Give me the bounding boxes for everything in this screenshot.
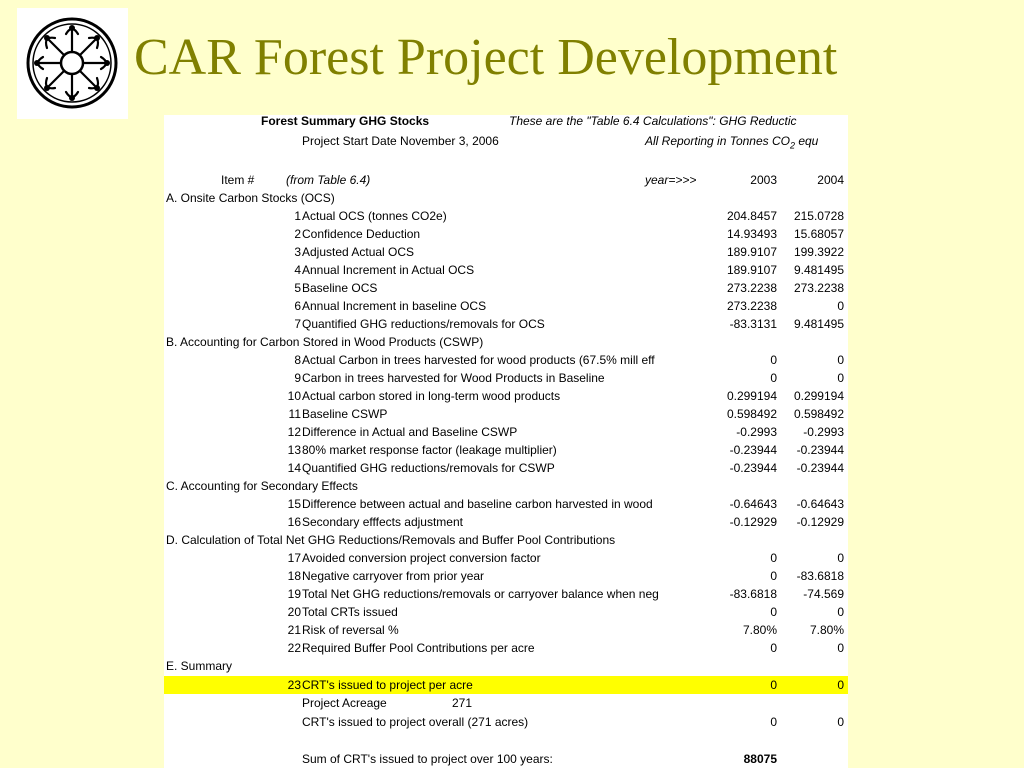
start-date-row (164, 132, 848, 150)
table-row: 9 Carbon in trees harvested for Wood Products in Baseline 0 0 (294, 371, 844, 385)
table-row: 19 Total Net GHG reductions/removals or carryover balance when neg -83.6818 -74.569 (287, 587, 844, 601)
section-d-header: D. Calculation of Total Net GHG Reductions/Removals and Buffer Pool Contributions (166, 533, 616, 547)
table-row: 15 Difference between actual and baseline carbon harvested in wood -0.64643 -0.64643 (287, 497, 844, 511)
table-row: 22 Required Buffer Pool Contributions per acre 0 0 (287, 641, 844, 655)
table-row: 17 Avoided conversion project conversion factor 0 0 (287, 551, 844, 565)
item-number-header: Item # (221, 173, 255, 187)
section-e-header: E. Summary (166, 659, 233, 673)
table-row: 21 Risk of reversal % 7.80% 7.80% (287, 623, 844, 637)
highlighted-summary-row: 23 CRT's issued to project per acre 0 0 (164, 676, 848, 694)
section-b-header: B. Accounting for Carbon Stored in Wood Products (CSWP) (166, 335, 484, 349)
table-row: 7 Quantified GHG reductions/removals for OCS -83.3131 9.481495 (294, 317, 844, 331)
sum-value: 88075 (743, 752, 777, 766)
calc-note: These are the "Table 6.4 Calculations": GHG Reductic (509, 115, 797, 128)
table-row: 16 Secondary efffects adjustment -0.12929 -0.12929 (287, 515, 844, 529)
overall-row: CRT's issued to project overall (271 acres) 0 0 (302, 715, 844, 729)
sum-row (164, 750, 848, 768)
table-row: 11 Baseline CSWP 0.598492 0.598492 (288, 407, 844, 421)
table-row: 20 Total CRTs issued 0 0 (287, 605, 844, 619)
table-row: 4 Annual Increment in Actual OCS 189.9107 9.481495 (294, 263, 844, 277)
year-2004-header: 2004 (817, 173, 844, 187)
table-row: 6 Annual Increment in baseline OCS 273.2238 0 (294, 299, 844, 313)
spiral-figures-logo-icon (17, 8, 128, 119)
spreadsheet (164, 115, 848, 768)
sheet-heading-row (164, 115, 848, 130)
year-label: year=>>> (645, 173, 697, 187)
table-reference: (from Table 6.4) (286, 173, 371, 187)
column-header-row (164, 171, 848, 189)
acreage-row (164, 694, 848, 712)
table-row: 13 80% market response factor (leakage multiplier) -0.23944 -0.23944 (287, 443, 844, 457)
table-row: 12 Difference in Actual and Baseline CSWP -0.2993 -0.2993 (287, 425, 844, 439)
sheet-heading: Forest Summary GHG Stocks (261, 115, 430, 128)
year-2003-header: 2003 (750, 173, 777, 187)
table-row: 2 Confidence Deduction 14.93493 15.68057 (294, 227, 844, 241)
table-row: 5 Baseline OCS 273.2238 273.2238 (294, 281, 844, 295)
section-a-header: A. Onsite Carbon Stocks (OCS) (166, 191, 335, 205)
overall-label: CRT's issued to project overall (271 acres) (302, 715, 529, 729)
table-row: 18 Negative carryover from prior year 0 -83.6818 (287, 569, 844, 583)
table-row: 8 Actual Carbon in trees harvested for wood products (67.5% mill eff 0 0 (294, 353, 844, 367)
acreage-value: 271 (452, 696, 473, 710)
sum-label: Sum of CRT's issued to project over 100 years: (302, 752, 553, 766)
table-row: 3 Adjusted Actual OCS 189.9107 199.3922 (294, 245, 844, 259)
reporting-note: All Reporting in Tonnes $CO_2$ equ (645, 134, 819, 151)
slide-title: CAR Forest Project Development (134, 29, 838, 86)
acreage-label: Project Acreage (302, 696, 387, 710)
table-row: 1 Actual OCS (tonnes CO2e) 204.8457 215.0728 (294, 209, 844, 223)
table-row: 10 Actual carbon stored in long-term wood products 0.299194 0.299194 (287, 389, 844, 403)
project-start-date: Project Start Date November 3, 2006 (302, 134, 499, 148)
section-c-header: C. Accounting for Secondary Effects (166, 479, 358, 493)
logo (17, 8, 128, 119)
table-row: 14 Quantified GHG reductions/removals for CSWP -0.23944 -0.23944 (287, 461, 844, 475)
